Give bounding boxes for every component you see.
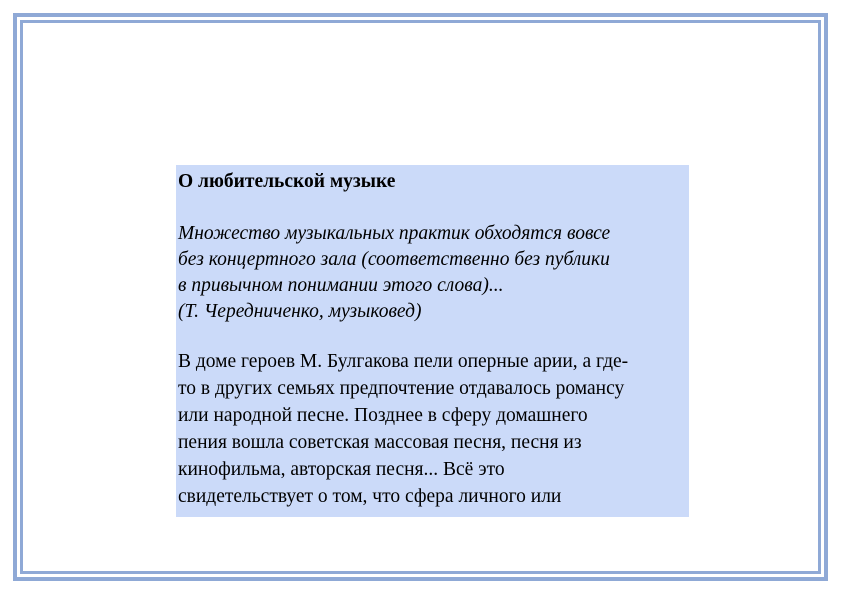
body-line: или народной песне. Позднее в сферу домашнего [178, 405, 588, 426]
body-line: кинофильма, авторская песня... Всё это [178, 459, 505, 480]
body-line: пения вошла советская массовая песня, песня из [178, 432, 582, 453]
quote-line: без концертного зала (соответственно без публики [178, 249, 610, 270]
body-line: свидетельствует о том, что сфера личного или [178, 486, 562, 507]
quote-line: в привычном понимании этого слова)... [178, 275, 504, 296]
body-line: В доме героев М. Булгакова пели оперные арии, а где- [178, 351, 629, 372]
body-line: то в других семьях предпочтение отдавалось романсу [178, 378, 625, 399]
quote-attribution: (Т. Чередниченко, музыковед) [178, 301, 422, 322]
quote-line: Множество музыкальных практик обходятся вовсе [178, 223, 611, 244]
body-paragraph [178, 349, 685, 511]
epigraph-quote [178, 221, 685, 325]
text-block [176, 165, 689, 517]
document-heading: О любительской музыке [178, 171, 396, 192]
